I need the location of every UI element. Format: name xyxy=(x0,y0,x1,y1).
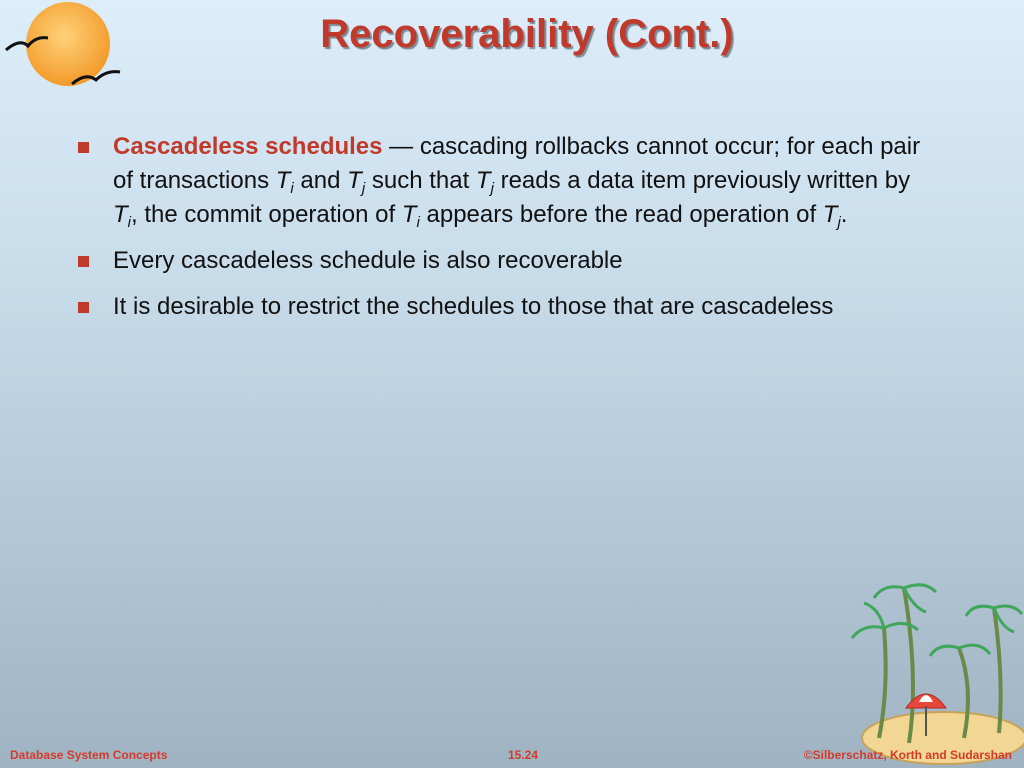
bullet-list xyxy=(78,130,938,336)
term-cascadeless: Cascadeless schedules xyxy=(113,133,383,160)
bullet-square-icon xyxy=(78,256,89,267)
var-t: $T_i$ xyxy=(275,167,294,197)
slide-title: Recoverability (Cont.) xyxy=(320,12,734,56)
var-t: $T_j$ xyxy=(822,201,841,231)
text-run: , the commit operation of xyxy=(131,201,402,228)
footer-book-title: Database System Concepts xyxy=(10,748,168,762)
text-run: reads a data item previously written by xyxy=(493,167,911,194)
var-t: $T_i$ xyxy=(401,201,420,231)
text-run: and xyxy=(293,167,348,194)
bullet-item xyxy=(78,130,938,232)
var-t: $T_j$ xyxy=(347,167,366,197)
bullet-item xyxy=(78,244,938,278)
bullet-square-icon xyxy=(78,302,89,313)
text-run: appears before the read operation of xyxy=(419,201,823,228)
footer-copyright: ©Silberschatz, Korth and Sudarshan xyxy=(803,748,1012,762)
palm-island-icon xyxy=(834,568,1024,768)
var-t: $T_i$ xyxy=(113,201,132,231)
bullet-text: Every cascadeless schedule is also recoverable xyxy=(113,247,623,274)
footer-page-number: 15.24 xyxy=(508,748,539,762)
text-run: such that xyxy=(365,167,476,194)
sun-birds-logo-icon xyxy=(0,0,130,100)
bullet-square-icon xyxy=(78,142,89,153)
bullet-item xyxy=(78,290,938,324)
text-run: . xyxy=(840,201,848,228)
var-t: $T_j$ xyxy=(475,167,494,197)
text-run: — cascading rollbacks cannot occur; for each pair of transactions xyxy=(113,133,921,194)
bullet-text: It is desirable to restrict the schedules to those that are cascadeless xyxy=(113,293,834,320)
